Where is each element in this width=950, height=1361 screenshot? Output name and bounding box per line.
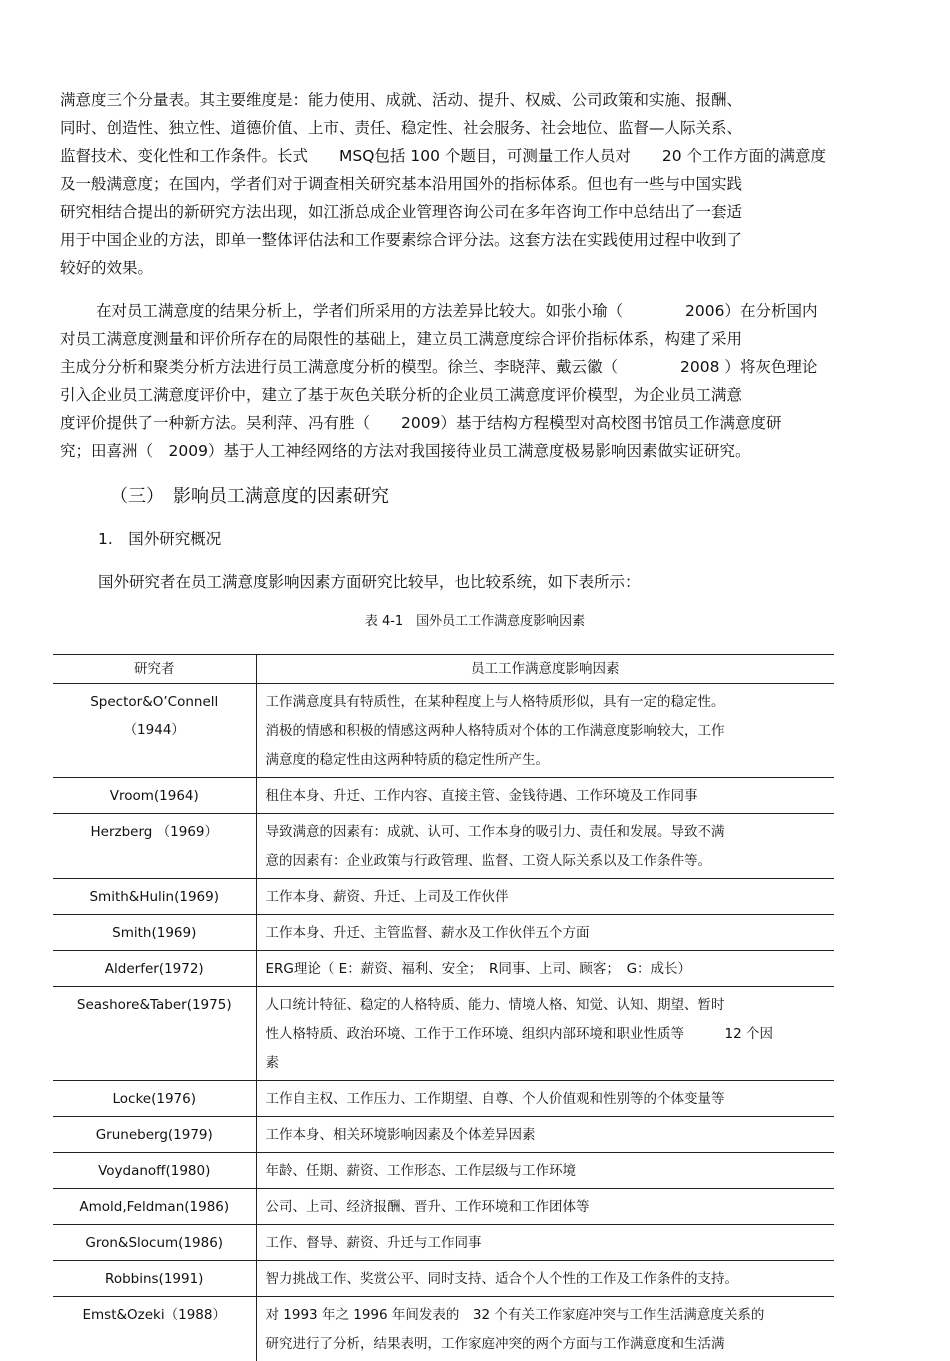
researcher-cell xyxy=(53,1153,256,1189)
researcher-text: Smith&Hulin(1969) xyxy=(53,883,256,911)
paragraph-line: 主成分分析和聚类分析方法进行员工满意度分析的模型。徐兰、李晓萍、戴云徽（ 2008 ）将灰色理论 xyxy=(60,353,905,381)
table-row xyxy=(53,778,834,814)
table-row xyxy=(53,684,834,778)
factors-text: 意的因素有：企业政策与行政管理、监督、工资人际关系以及工作条件等。 xyxy=(266,847,827,876)
paragraph-line: 较好的效果。 xyxy=(60,254,905,282)
researcher-cell xyxy=(53,1117,256,1153)
factors-text: 对 1993 年之 1996 年间发表的 32 个有关工作家庭冲突与工作生活满意度关系的 xyxy=(266,1301,827,1330)
paragraph-line: 及一般满意度；在国内，学者们对于调查相关研究基本沿用国外的指标体系。但也有一些与中国实践 xyxy=(60,170,905,198)
factors-text: 工作、督导、薪资、升迁与工作同事 xyxy=(266,1229,827,1258)
factors-cell xyxy=(256,1189,834,1225)
factors-cell xyxy=(256,1081,834,1117)
table-row xyxy=(53,951,834,987)
researcher-cell xyxy=(53,1297,256,1361)
table-row xyxy=(53,879,834,915)
researcher-text: Locke(1976) xyxy=(53,1085,256,1113)
researcher-text: Voydanoff(1980) xyxy=(53,1157,256,1185)
factors-cell xyxy=(256,1153,834,1189)
factors-cell xyxy=(256,951,834,987)
researcher-text: Gruneberg(1979) xyxy=(53,1121,256,1149)
paragraph-line: 满意度三个分量表。其主要维度是：能力使用、成就、活动、提升、权威、公司政策和实施、报酬、 xyxy=(60,86,905,114)
factors-text: 素 xyxy=(266,1049,827,1078)
researcher-text: Spector&O’Connell xyxy=(53,688,256,716)
paragraph-line: 引入企业员工满意度评价中，建立了基于灰色关联分析的企业员工满意度评价模型，为企业员工满意 xyxy=(60,381,905,409)
researcher-cell xyxy=(53,1225,256,1261)
researcher-text: Emst&Ozeki（1988） xyxy=(53,1301,256,1329)
researcher-text: Gron&Slocum(1986) xyxy=(53,1229,256,1257)
factors-text: 工作满意度具有特质性，在某种程度上与人格特质形似，具有一定的稳定性。 xyxy=(266,688,827,717)
table-row xyxy=(53,987,834,1081)
intro-text: 国外研究者在员工满意度影响因素方面研究比较早，也比较系统，如下表所示： xyxy=(98,569,641,595)
section-title: （三） 影响员工满意度的因素研究 xyxy=(110,482,389,512)
subsection-title: 1. 国外研究概况 xyxy=(98,526,221,552)
factors-text: 租住本身、升迁、工作内容、直接主管、金钱待遇、工作环境及工作同事 xyxy=(266,782,827,811)
factors-cell xyxy=(256,987,834,1081)
researcher-text: Herzberg （1969） xyxy=(53,818,256,846)
factors-cell xyxy=(256,1261,834,1297)
researcher-text: （1944） xyxy=(53,716,256,744)
table-header-row xyxy=(53,655,834,684)
table-caption: 表 4-1 国外员工工作满意度影响因素 xyxy=(0,610,950,634)
researcher-text: Seashore&Taber(1975) xyxy=(53,991,256,1019)
factors-text: 导致满意的因素有：成就、认可、工作本身的吸引力、责任和发展。导致不满 xyxy=(266,818,827,847)
researcher-text: Robbins(1991) xyxy=(53,1265,256,1293)
researcher-cell xyxy=(53,814,256,879)
table-row xyxy=(53,1153,834,1189)
table-body xyxy=(53,684,834,1361)
factors-text: 满意度的稳定性由这两种特质的稳定性所产生。 xyxy=(266,746,827,775)
factors-text: 工作本身、薪资、升迁、上司及工作伙伴 xyxy=(266,883,827,912)
table-row xyxy=(53,1081,834,1117)
factors-text: 工作本身、升迁、主管监督、薪水及工作伙伴五个方面 xyxy=(266,919,827,948)
factors-cell xyxy=(256,1225,834,1261)
factors-table xyxy=(53,654,834,1361)
factors-cell xyxy=(256,1117,834,1153)
factors-cell xyxy=(256,1297,834,1361)
paragraph-line: 在对员工满意度的结果分析上，学者们所采用的方法差异比较大。如张小瑜（ 2006）在分析国内 xyxy=(60,297,905,325)
factors-cell xyxy=(256,778,834,814)
factors-cell xyxy=(256,814,834,879)
factors-text: 工作本身、相关环境影响因素及个体差异因素 xyxy=(266,1121,827,1150)
factors-text: 消极的情感和积极的情感这两种人格特质对个体的工作满意度影响较大，工作 xyxy=(266,717,827,746)
header-factors: 员工工作满意度影响因素 xyxy=(256,655,834,684)
researcher-cell xyxy=(53,778,256,814)
factors-text: 性人格特质、政治环境、工作于工作环境、组织内部环境和职业性质等 12 个因 xyxy=(266,1020,827,1049)
paragraph-1 xyxy=(60,86,905,282)
factors-text: 人口统计特征、稳定的人格特质、能力、情境人格、知觉、认知、期望、暂时 xyxy=(266,991,827,1020)
paragraph-line: 同时、创造性、独立性、道德价值、上市、责任、稳定性、社会服务、社会地位、监督—人际关系、 xyxy=(60,114,905,142)
factors-text: 年龄、任期、薪资、工作形态、工作层级与工作环境 xyxy=(266,1157,827,1186)
paragraph-line: 监督技术、变化性和工作条件。长式 MSQ包括 100 个题目，可测量工作人员对 20 个工作方面的满意度 xyxy=(60,142,905,170)
paragraph-line: 研究相结合提出的新研究方法出现，如江浙总成企业管理咨询公司在多年咨询工作中总结出了一套适 xyxy=(60,198,905,226)
researcher-cell xyxy=(53,951,256,987)
table-row xyxy=(53,814,834,879)
researcher-cell xyxy=(53,684,256,778)
paragraph-line: 度评价提供了一种新方法。吴利萍、冯有胜（ 2009）基于结构方程模型对高校图书馆员工作满意度研 xyxy=(60,409,905,437)
paragraph-line: 用于中国企业的方法，即单一整体评估法和工作要素综合评分法。这套方法在实践使用过程中收到了 xyxy=(60,226,905,254)
researcher-cell xyxy=(53,915,256,951)
factors-text: 公司、上司、经济报酬、晋升、工作环境和工作团体等 xyxy=(266,1193,827,1222)
factors-text: 智力挑战工作、奖赏公平、同时支持、适合个人个性的工作及工作条件的支持。 xyxy=(266,1265,827,1294)
table-row xyxy=(53,1261,834,1297)
paragraph-2 xyxy=(60,297,905,465)
header-researcher: 研究者 xyxy=(53,655,256,684)
researcher-cell xyxy=(53,1261,256,1297)
researcher-cell xyxy=(53,987,256,1081)
factors-cell xyxy=(256,915,834,951)
researcher-cell xyxy=(53,1081,256,1117)
factors-text: 工作自主权、工作压力、工作期望、自尊、个人价值观和性别等的个体变量等 xyxy=(266,1085,827,1114)
table-row xyxy=(53,1117,834,1153)
researcher-text: Vroom(1964) xyxy=(53,782,256,810)
researcher-cell xyxy=(53,1189,256,1225)
table-row xyxy=(53,1189,834,1225)
researcher-text: Smith(1969) xyxy=(53,919,256,947)
researcher-text: Amold,Feldman(1986) xyxy=(53,1193,256,1221)
paragraph-line: 究；田喜洲（ 2009）基于人工神经网络的方法对我国接待业员工满意度极易影响因素做实证研究。 xyxy=(60,437,905,465)
table-row xyxy=(53,1297,834,1361)
factors-cell xyxy=(256,879,834,915)
factors-cell xyxy=(256,684,834,778)
factors-text: ERG理论（ E：薪资、福利、安全； R同事、上司、顾客； G：成长） xyxy=(266,955,827,984)
paragraph-line: 对员工满意度测量和评价所存在的局限性的基础上，建立员工满意度综合评价指标体系，构建了采用 xyxy=(60,325,905,353)
table-row xyxy=(53,1225,834,1261)
researcher-cell xyxy=(53,879,256,915)
factors-text: 研究进行了分析，结果表明，工作家庭冲突的两个方面与工作满意度和生活满 xyxy=(266,1330,827,1359)
table-row xyxy=(53,915,834,951)
researcher-text: Alderfer(1972) xyxy=(53,955,256,983)
